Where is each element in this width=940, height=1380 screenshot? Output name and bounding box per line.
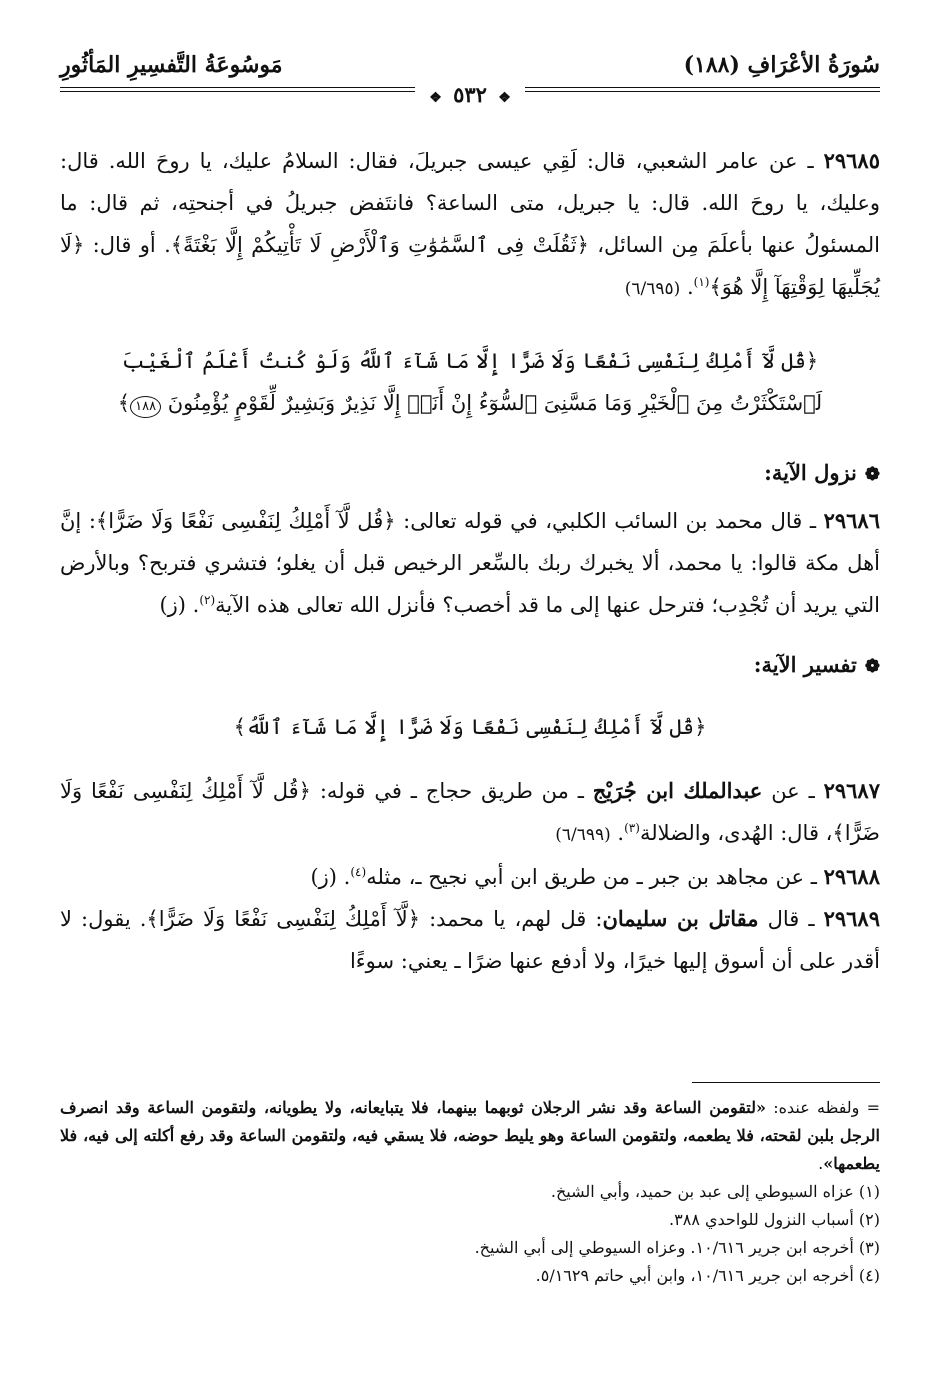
flower-ornament-icon: ❁ [864,656,880,677]
volume-reference: (٦/٦٩٩) [555,825,611,845]
footnote-continuation: = ولفظه عنده: «لتقومن الساعة وقد نشر الرجلان ثوبهما بينهما، فلا يتبايعانه، ولا يطويانه، ولتقومن الساعة وقد انصرف الرجل بلبن لقحته، فلا يطعمه، ولتقومن الساعة وهو يليط حوضه، فلا يسقي فيه، ولتقومن الساعة وقد رفع أكلته إلى فيه، فلا يطعمها». [60,1098,881,1173]
narrator-name: عبدالملك ابن جُرَيْج [592,778,763,803]
ornament-icon: ❖ [429,90,442,106]
volume-reference: (٦/٦٩٥) [624,279,681,299]
footnote-2: (٢) أسباب النزول للواحدي ٣٨٨. [669,1210,880,1229]
main-text [60,140,880,982]
ornament-icon: ❖ [498,90,511,106]
entry-29688: ٢٩٦٨٨ ـ عن مجاهد بن جبر ـ من طريق ابن أبي نجيح ـ، مثله$^{(٤)}$. (ز) [310,864,880,889]
entry-number: ٢٩٦٨٧ [823,778,880,803]
entry-number: ٢٩٦٨٦ [823,508,880,533]
verse-fragment: ﴿قُل لَّآ أَمْلِكُ لِنَفْسِى نَفْعًا وَلَا ضَرًّا إِلَّا مَا شَآءَ ٱللَّهُ﴾ [233,715,707,739]
entry-29687: ٢٩٦٨٧ ـ عن عبدالملك ابن جُرَيْج ـ من طريق حجاج ـ في قوله: ﴿قُل لَّآ أَمْلِكُ لِنَفْسِى نَفْعًا وَلَا ضَرًّا﴾، قال: الهُدى، والضلالة$^{(٣)}$. (٦/٦٩٩) [60,778,880,845]
entry-number: ٢٩٦٨٩ [823,906,880,931]
verse-line-1: ﴿قُل لَّآ أَمْلِكُ لِنَفْسِى نَفْعًا وَلَا ضَرًّا إِلَّا مَا شَآءَ ٱللَّهُ وَلَوْ كُنتُ أَعْلَمُ ٱلْغَيْبَ [121,349,819,373]
book-title: مَوسُوعَةُ التَّفسِيرِ المَأثُورِ [60,52,283,78]
entry-text: ـ عن مجاهد بن جبر ـ من طريق ابن أبي نجيح ـ، مثله [366,865,824,889]
footnote-separator [692,1082,880,1083]
entry-text: ـ قال محمد بن السائب الكلبي، في قوله تعالى: ﴿قُل لَّآ أَمْلِكُ لِنَفْسِى نَفْعًا وَلَا ضَرًّا﴾: إنَّ أهل مكة قالوا: يا محمد، ألا يخبرك ربك بالسِّعر الرخيص قبل أن يغلو؛ فتشري فتربح؟ وبالأرض التي يريد أن تُجْدِب؛ فترحل عنها إلى ما قد أخصب؟ فأنزل الله تعالى هذه الآية [60,509,880,617]
section-heading-nuzul: ❁نزول الآية: [764,460,880,485]
hadith-quote: «لتقومن الساعة وقد نشر الرجلان ثوبهما بينهما، فلا يتبايعانه، ولا يطويانه، ولتقومن الساعة وقد انصرف الرجل بلبن لقحته، فلا يطعمه، ولتقومن الساعة وهو يليط حوضه، فلا يسقي فيه، ولتقومن الساعة وقد رفع أكلته إلى فيه، فلا يطعمها» [60,1098,881,1173]
entry-number: ٢٩٦٨٨ [823,864,880,889]
entry-number: ٢٩٦٨٥ [823,148,880,173]
verse-line-2: لَٱسْتَكْثَرْتُ مِنَ ٱلْخَيْرِ وَمَا مَسَّنِىَ ٱلسُّوٓءُ إِنْ أَنَا۠ إِلَّا نَذِيرٌ وَبَشِيرٌ لِّقَوْمٍ يُؤْمِنُونَ [167,391,823,415]
narrator-name: مقاتل بن سليمان [602,906,759,931]
entry-text: ـ عن عامر الشعبي، قال: لَقِي عيسى جبريلَ، فقال: السلامُ عليك، يا روحَ الله. قال: وعليك، يا روحَ الله. قال: يا جبريل، متى الساعة؟ فانتَفض جبريلُ في أجنحتِه، ثم قال: ما المسئولُ عنها بأعلَمَ مِن السائل، ﴿ثَقُلَتْ فِى ٱلسَّمَٰوَٰتِ وَٱلْأَرْضِ لَا تَأْتِيكُمْ إِلَّا بَغْتَةً﴾. أو قال: ﴿لَا يُجَلِّيهَا لِوَقْتِهَآ إِلَّا هُوَ﴾ [60,149,880,299]
page-number-box [415,82,525,107]
flower-ornament-icon: ❁ [864,464,880,485]
entry-text: : قل لهم، يا محمد: ﴿لَّآ أَمْلِكُ لِنَفْسِى نَفْعًا وَلَا ضَرًّا﴾. يقول: لا أقدر على أن أسوق إليها خيرًا، ولا أدفع عنها ضرًا ـ يعني: سوءًا [60,907,880,973]
section-heading-tafsir: ❁تفسير الآية: [753,652,880,677]
entry-29686: ٢٩٦٨٦ ـ قال محمد بن السائب الكلبي، في قوله تعالى: ﴿قُل لَّآ أَمْلِكُ لِنَفْسِى نَفْعًا وَلَا ضَرًّا﴾: إنَّ أهل مكة قالوا: يا محمد، ألا يخبرك ربك بالسِّعر الرخيص قبل أن يغلو؛ فتشري فتربح؟ وبالأرض التي يريد أن تُجْدِب؛ فترحل عنها إلى ما قد أخصب؟ فأنزل الله تعالى هذه الآية$^{(٢)}$. (ز) [60,508,880,617]
footnote-1: (١) عزاه السيوطي إلى عبد بن حميد، وأبي الشيخ. [550,1182,880,1201]
footnote-marker: (٢) [199,593,216,607]
surah-title: سُورَةُ الأعْرَافِ (١٨٨) [683,52,880,78]
footnote-marker: (١) [693,275,710,289]
entry-text: ـ من طريق حجاج ـ في قوله: ﴿قُل لَّآ أَمْلِكُ لِنَفْسِى نَفْعًا وَلَا ضَرًّا﴾، قال: الهُدى، والضلالة [60,779,880,845]
entry-29685: ٢٩٦٨٥ ـ عن عامر الشعبي، قال: لَقِي عيسى جبريلَ، فقال: السلامُ عليك، يا روحَ الله. قال: وعليك، يا روحَ الله. قال: يا جبريل، متى الساعة؟ فانتَفض جبريلُ في أجنحتِه، ثم قال: ما المسئولُ عنها بأعلَمَ مِن السائل، ﴿ثَقُلَتْ فِى ٱلسَّمَٰوَٰتِ وَٱلْأَرْضِ لَا تَأْتِيكُمْ إِلَّا بَغْتَةً﴾. أو قال: ﴿لَا يُجَلِّيهَا لِوَقْتِهَآ إِلَّا هُوَ﴾$^{(١)}$. (٦/٦٩٥) [60,148,880,299]
footnote-4: (٤) أخرجه ابن جرير ١٠/٦١٦، وابن أبي حاتم ٥/١٦٢٩. [535,1266,880,1285]
footnote-marker: (٣) [624,821,640,835]
page-number: ٥٣٢ [453,82,487,107]
quranic-verse: ﴿قُل لَّآ أَمْلِكُ لِنَفْسِى نَفْعًا وَلَا ضَرًّا إِلَّا مَا شَآءَ ٱللَّهُ وَلَوْ كُنتُ أَعْلَمُ ٱلْغَيْبَ لَٱسْتَكْثَرْتُ مِنَ ٱلْخَيْرِ وَمَا مَسَّنِىَ ٱلسُّوٓءُ إِنْ أَنَا۠ إِلَّا نَذِيرٌ وَبَشِيرٌ لِّقَوْمٍ يُؤْمِنُونَ ١٨٨﴾ [60,340,880,424]
footnotes [60,1094,880,1290]
ayah-number-medallion: ١٨٨ [130,396,161,418]
entry-29689: ٢٩٦٨٩ ـ قال مقاتل بن سليمان: قل لهم، يا محمد: ﴿لَّآ أَمْلِكُ لِنَفْسِى نَفْعًا وَلَا ضَرًّا﴾. يقول: لا أقدر على أن أسوق إليها خيرًا، ولا أدفع عنها ضرًا ـ يعني: سوءًا [60,906,880,973]
footnote-3: (٣) أخرجه ابن جرير ١٠/٦١٦. وعزاه السيوطي إلى أبي الشيخ. [474,1238,880,1257]
footnote-marker: (٤) [350,865,367,879]
